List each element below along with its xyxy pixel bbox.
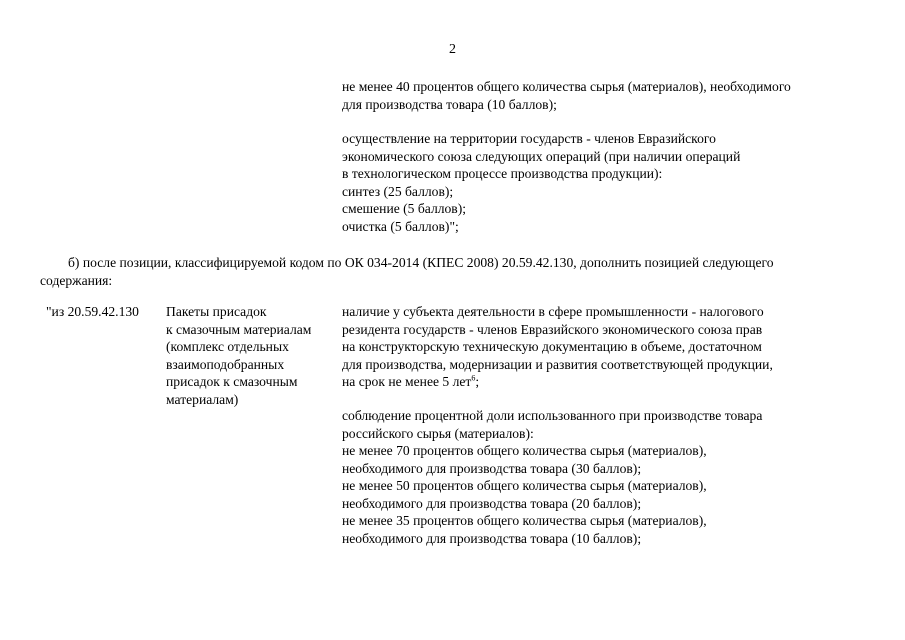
table-row-product-name [166, 303, 336, 408]
footnote-marker: 6 [471, 373, 476, 383]
text-line: не менее 35 процентов общего количества сырья (материалов), [342, 513, 707, 528]
text-line [342, 373, 872, 391]
text-line: Пакеты присадок [166, 304, 267, 319]
text-line: взаимоподобранных [166, 356, 285, 372]
text-line: не менее 50 процентов общего количества сырья (материалов), [342, 478, 707, 493]
text-line: для производства, модернизации и развития соответствующей продукции, [342, 356, 773, 372]
text-line: российского сырья (материалов): [342, 425, 534, 441]
paragraph-b [40, 254, 870, 289]
text-line: (комплекс отдельных [166, 339, 289, 354]
text-fragment: ; [475, 374, 480, 389]
text-line: на конструкторскую техническую документацию в объеме, достаточном [342, 339, 762, 354]
text-line: резидента государств - членов Евразийского экономического союза прав [342, 321, 763, 337]
text-line: осуществление на территории государств - членов Евразийского [342, 131, 716, 146]
page-number: 2 [449, 42, 456, 57]
text-line: необходимого для производства товара (20 баллов); [342, 495, 642, 511]
text-line: необходимого для производства товара (10 баллов); [342, 530, 642, 546]
text-line: для производства товара (10 баллов); [342, 96, 557, 112]
text-line: материалам) [166, 391, 239, 407]
text-line: не менее 70 процентов общего количества сырья (материалов), [342, 443, 707, 458]
requirement-documentation [342, 303, 872, 391]
text-fragment: на срок не менее 5 лет [342, 374, 472, 389]
paragraph-b-line-2: содержания: [40, 272, 113, 288]
text-line: в технологическом процессе производства продукции): [342, 166, 663, 181]
requirement-raw-materials [342, 407, 872, 547]
text-line: присадок к смазочным [166, 374, 298, 389]
text-line: соблюдение процентной доли использованного при производстве товара [342, 408, 763, 423]
text-line: синтез (25 баллов); [342, 183, 454, 199]
operations-block [342, 130, 872, 235]
text-line: экономического союза следующих операций (при наличии операций [342, 148, 741, 164]
text-line: к смазочным материалам [166, 321, 312, 337]
text-line: необходимого для производства товара (30 баллов); [342, 460, 642, 476]
text-line: смешение (5 баллов); [342, 201, 467, 216]
text-line: очистка (5 баллов)"; [342, 218, 459, 234]
table-row-code: "из 20.59.42.130 [46, 304, 139, 319]
text-line: наличие у субъекта деятельности в сфере промышленности - налогового [342, 304, 764, 319]
continuation-block-40-percent [342, 78, 872, 113]
paragraph-b-line-1: б) после позиции, классифицируемой кодом по ОК 034-2014 (КПЕС 2008) 20.59.42.130, дополнить позицией следующего [68, 255, 774, 270]
text-line: не менее 40 процентов общего количества сырья (материалов), необходимого [342, 79, 791, 94]
